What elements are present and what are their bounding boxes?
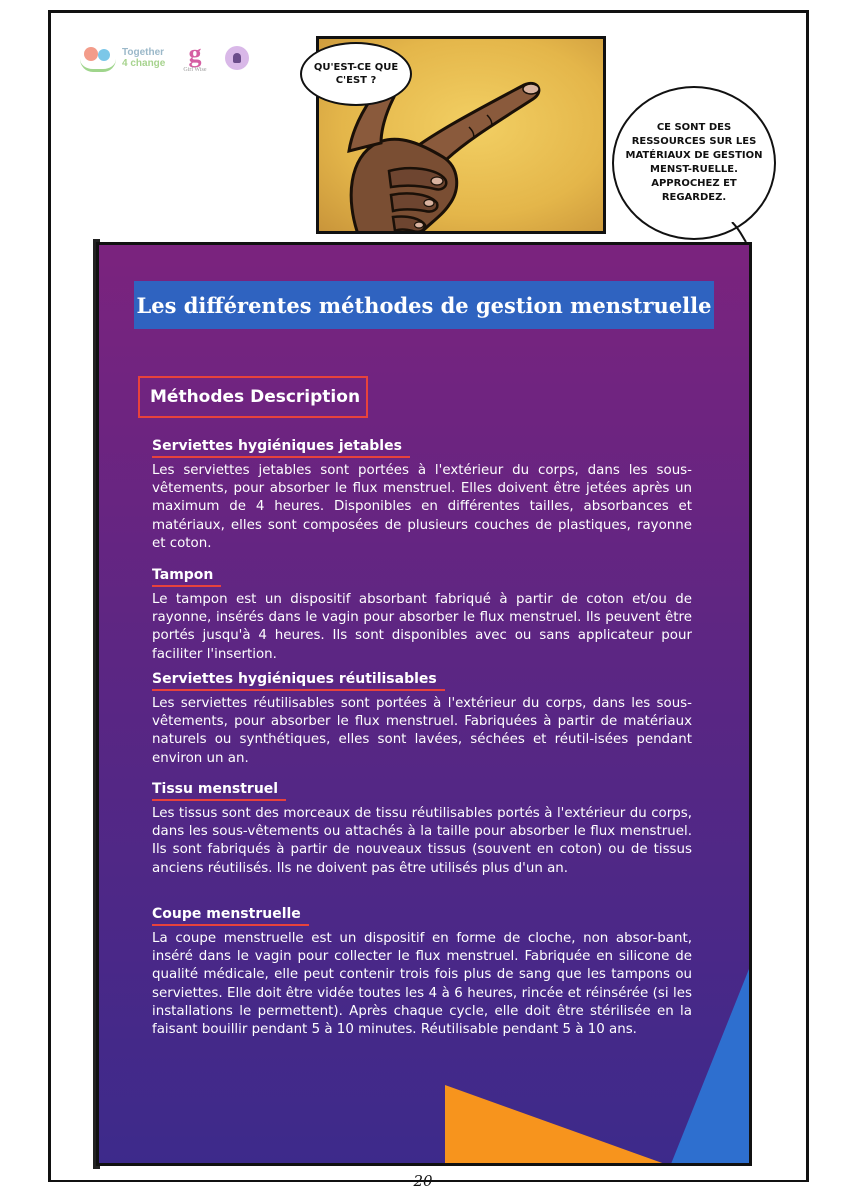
- method-description: Les tissus sont des morceaux de tissu réutilisables portés à l'extérieur du corps, dans les sous-vêtements ou attachés à la taille pour absorber le flux menstruel. Ils sont fabriqués à partir de nouveaux tissus (souvent en coton) ou de tissus anciens réutilisés. Ils ne doivent pas être utilisés plus d'un an.: [152, 806, 692, 876]
- question-speech-bubble: [300, 42, 412, 106]
- table-header: Méthodes Description: [138, 376, 368, 418]
- method-title: Tissu menstruel: [152, 781, 286, 801]
- together-4-change-wordmark: Together 4 change: [122, 47, 166, 69]
- page-number: 20: [413, 1172, 433, 1190]
- logo-row: [80, 38, 249, 78]
- together-4-change-icon: [80, 45, 118, 71]
- method-section: [152, 903, 692, 1039]
- method-section: [152, 668, 692, 768]
- method-section: [152, 435, 692, 553]
- method-description: La coupe menstruelle est un dispositif en forme de cloche, non absor-bant, inséré dans le vagin pour collecter le flux menstruel. Fabriquée en silicone de qualité médicale, elle peut contenir trois fois plus de sang que les tampons ou serviettes. Elle doit être vidée toutes les 4 à 6 heures, rincée et réinsérée (si les installations le permettent). Après chaque cycle, elle doit être stérilisée en la faisant bouillir pendant 5 à 10 minutes. Réutilisable pendant 5 à 10 ans.: [152, 931, 692, 1038]
- answer-speech-bubble: [612, 86, 776, 240]
- page-title-bar: [134, 281, 714, 329]
- method-title: Serviettes hygiéniques réutilisables: [152, 671, 445, 691]
- girl-wise-logo: g Girl Wise: [183, 39, 207, 73]
- method-description: Les serviettes jetables sont portées à l'extérieur du corps, dans les sous-vêtements, pour absorber le flux menstruel. Elles doivent être jetées après un maximum de 4 heures. Disponibles en différentes tailles, absorbances et matériaux, elles sont composées de plusieurs couches de plastiques, rayonne et coton.: [152, 463, 692, 551]
- method-title: Coupe menstruelle: [152, 906, 309, 926]
- answer-text: CE SONT DES RESSOURCES SUR LES MATÉRIAUX DE GESTION MENST-RUELLE. APPROCHEZ ET REGARDEZ.: [625, 122, 763, 203]
- circle-logo: [225, 46, 249, 70]
- method-title: Serviettes hygiéniques jetables: [152, 438, 410, 458]
- page-frame-right: [806, 10, 809, 1182]
- method-title: Tampon: [152, 567, 221, 587]
- bubble-tail: [730, 222, 750, 244]
- page-frame-top: [48, 10, 808, 13]
- together-4-change-logo: [80, 45, 165, 71]
- question-text: QU'EST-CE QUE C'EST ?: [313, 62, 399, 86]
- page-frame-left: [48, 10, 51, 1182]
- page-title: Les différentes méthodes de gestion menstruelle: [136, 292, 712, 318]
- method-section: [152, 778, 692, 878]
- method-description: Le tampon est un dispositif absorbant fabriqué à partir de coton et/ou de rayonne, insérés dans le vagin pour absorber le flux menstruel. Ils peuvent être portés jusqu'à 4 heures. Ils sont disponibles avec ou sans applicateur pour faciliter l'insertion.: [152, 592, 692, 662]
- method-description: Les serviettes réutilisables sont portées à l'extérieur du corps, dans les sous-vêtements, pour absorber le flux menstruel. Fabriquées à partir de matériaux naturels ou synthétiques, elles sont lavées, séchées et réutil-isées pendant environ un an.: [152, 696, 692, 766]
- method-section: [152, 564, 692, 664]
